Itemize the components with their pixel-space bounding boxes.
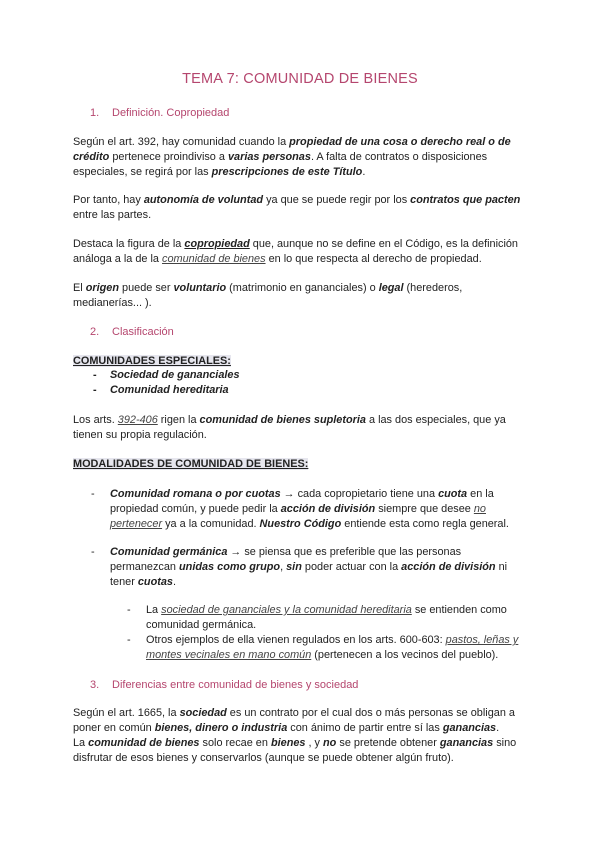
paragraph-autonomia: Por tanto, hay autonomía de voluntad ya que se puede regir por los contratos que pacten entre las partes.	[73, 194, 521, 221]
underlined-term: 392-406	[117, 414, 158, 426]
bullet-dash: -	[91, 488, 95, 500]
section-title: Diferencias entre comunidad de bienes y sociedad	[112, 679, 359, 691]
section-title: Definición. Copropiedad	[112, 107, 230, 119]
bullet-dash: -	[127, 604, 131, 616]
section-number: 2.	[90, 326, 100, 338]
paragraph-copropiedad: Destaca la figura de la copropiedad que, aunque no se define en el Código, es la definición análoga a la de la comunidad de bienes en lo que respecta al derecho de propiedad.	[73, 238, 518, 265]
bullet-dash: -	[127, 634, 131, 646]
bullet-dash: -	[93, 369, 97, 381]
paragraph-sociedad: Según el art. 1665, la sociedad es un contrato por el cual dos o más personas se obligan a poner en común bienes, dinero o industria con ánimo de partir entre sí las ganancias. La comunidad de bienes solo recae en bienes , y no se pretende obtener ganancias sino disfrutar de esos bienes y conservarlos (aunque se puede obtener algún fruto).	[73, 707, 517, 764]
sublist-item-2: - Otros ejemplos de ella vienen regulados en los arts. 600-603: pastos, leñas y montes vecinales en mano común (pertenecen a los vecinos del pueblo).	[127, 634, 519, 661]
section-title: Clasificación	[112, 326, 174, 338]
subheading-modalidades: MODALIDADES DE COMUNIDAD DE BIENES:	[73, 458, 309, 470]
emphasis: legal	[378, 282, 404, 294]
emphasis: ganancias	[439, 737, 494, 749]
list-especiales	[93, 368, 510, 398]
underlined-term: comunidad de bienes	[162, 253, 266, 265]
section-heading-2	[90, 325, 174, 340]
emphasis: prescripciones de este Título	[211, 166, 363, 178]
page-title: TEMA 7: COMUNIDAD DE BIENES	[182, 71, 418, 87]
sublist-item-1: - La sociedad de gananciales y la comunidad hereditaria se entienden como comunidad germánica.	[127, 604, 507, 631]
list-item: - Comunidad hereditaria	[93, 384, 229, 396]
emphasis: copropiedad	[184, 238, 250, 250]
emphasis: voluntario	[173, 282, 227, 294]
emphasis: varias personas	[227, 151, 311, 163]
emphasis: sociedad	[179, 707, 227, 719]
emphasis: contratos que pacten	[410, 194, 521, 206]
emphasis: autonomía de voluntad	[143, 194, 264, 206]
section-number: 3.	[90, 679, 100, 691]
section-number: 1.	[90, 107, 100, 119]
emphasis: bienes, dinero o industria	[154, 722, 288, 734]
subheading-especiales: COMUNIDADES ESPECIALES:	[73, 355, 231, 367]
section-heading-1	[90, 106, 229, 121]
emphasis: comunidad de bienes	[88, 737, 200, 749]
emphasis: no	[323, 737, 337, 749]
emphasis: bienes	[270, 737, 306, 749]
list-item-germanica: - Comunidad germánica → se piensa que es preferible que las personas permanezcan unidas como grupo, sin poder actuar con la acción de división ni tener cuotas.	[91, 546, 508, 588]
bullet-dash: -	[93, 384, 97, 396]
paragraph-origen: El origen puede ser voluntario (matrimonio en gananciales) o legal (herederos, medianerías... ).	[73, 282, 463, 309]
list-item: - Sociedad de gananciales	[93, 369, 240, 381]
emphasis: ganancias	[442, 722, 497, 734]
emphasis: propiedad de una cosa o derecho real o de crédito	[73, 136, 511, 163]
bullet-dash: -	[91, 546, 95, 558]
emphasis: comunidad de bienes supletoria	[199, 414, 366, 426]
list-item-romana: - Comunidad romana o por cuotas → cada copropietario tiene una cuota en la propiedad común, y puede pedir la acción de división siempre que desee no pertenecer ya a la comunidad. Nuestro Código entiende esta como regla general.	[91, 488, 509, 530]
section-heading-3	[90, 678, 358, 693]
paragraph-definition: Según el art. 392, hay comunidad cuando la propiedad de una cosa o derecho real o de crédito pertenece proindiviso a varias personas. A falta de contratos o disposiciones especiales, se regirá por las prescripciones de este Título.	[73, 136, 511, 178]
paragraph-supletoria: Los arts. 392-406 rigen la comunidad de bienes supletoria a las dos especiales, que ya tienen su propia regulación.	[73, 414, 506, 441]
emphasis: origen	[85, 282, 119, 294]
